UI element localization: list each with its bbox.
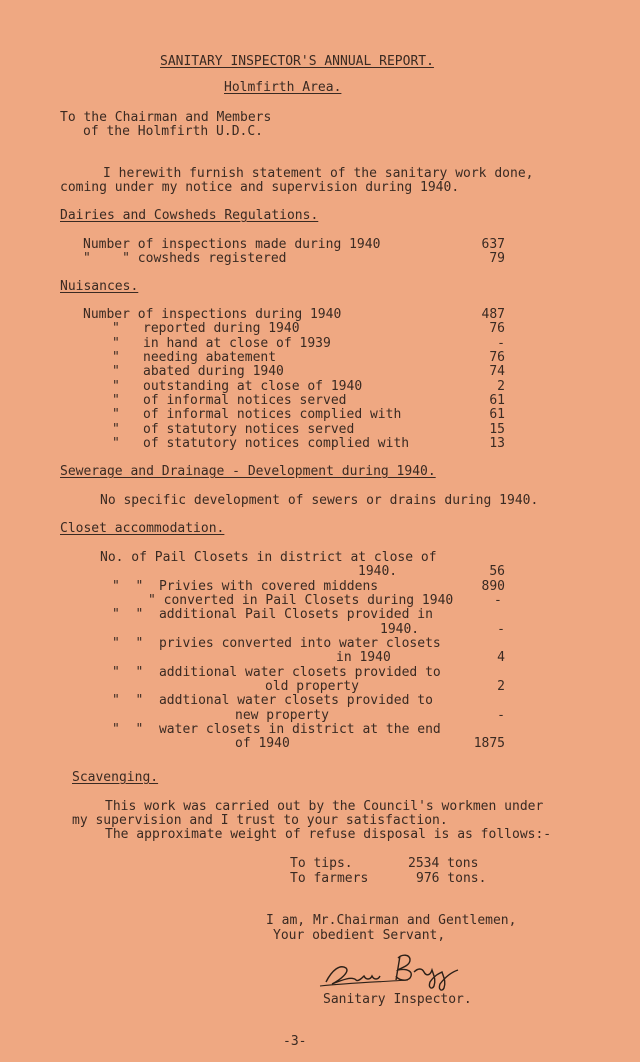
closet-line: " " privies converted into water closets xyxy=(112,636,441,651)
intro-line-1: I herewith furnish statement of the sanitary work done, xyxy=(103,166,534,181)
nuisance-label: needing abatement xyxy=(143,350,277,365)
closing-line-2: Your obedient Servant, xyxy=(273,928,446,943)
signoff-title: Sanitary Inspector. xyxy=(323,992,472,1007)
ditto-mark: " xyxy=(112,379,120,394)
dairies-label-1: Number of inspections made during 1940 xyxy=(83,237,381,252)
closet-value: 890 xyxy=(481,579,505,594)
farmers-value: 976 tons. xyxy=(416,871,487,886)
nuisance-value: 2 xyxy=(497,379,505,394)
nuisance-label: of statutory notices served xyxy=(143,422,355,437)
dairies-value-1: 637 xyxy=(481,237,505,252)
closet-line: No. of Pail Closets in district at close of xyxy=(100,550,437,565)
nuisance-value: 61 xyxy=(489,407,505,422)
closet-line: " converted in Pail Closets during 1940 xyxy=(148,593,454,608)
nuisance-label: of informal notices complied with xyxy=(143,407,402,422)
closet-value: 2 xyxy=(497,679,505,694)
nuisance-label: outstanding at close of 1940 xyxy=(143,379,363,394)
tips-value: 2534 tons xyxy=(408,856,479,871)
closet-line: " " addtional water closets provided to xyxy=(112,693,433,708)
closet-line: " " Privies with covered middens xyxy=(112,579,379,594)
ditto-mark: " xyxy=(112,436,120,451)
closet-line: of 1940 xyxy=(235,736,290,751)
ditto-mark: " xyxy=(112,321,120,336)
farmers-label: To farmers xyxy=(290,871,369,886)
nuisance-label: in hand at close of 1939 xyxy=(143,336,331,351)
scavenging-line-2: my supervision and I trust to your satisfaction. xyxy=(72,813,448,828)
nuisance-value: 13 xyxy=(489,436,505,451)
closet-value: - xyxy=(497,622,505,637)
dairies-label-2: " " cowsheds registered xyxy=(83,251,287,266)
dairies-value-2: 79 xyxy=(489,251,505,266)
ditto-mark: " xyxy=(112,336,120,351)
closet-line: 1940. xyxy=(380,622,420,637)
closet-value: 1875 xyxy=(473,736,505,751)
tips-label: To tips. xyxy=(290,856,353,871)
nuisance-value: 76 xyxy=(489,321,505,336)
nuisance-value: 15 xyxy=(489,422,505,437)
address-line-2: of the Holmfirth U.D.C. xyxy=(83,124,264,139)
nuisance-value: 61 xyxy=(489,393,505,408)
closet-line: 1940. xyxy=(358,564,398,579)
nuisances-first-label: Number of inspections during 1940 xyxy=(83,307,342,322)
ditto-mark: " xyxy=(112,364,120,379)
closet-value: - xyxy=(497,708,505,723)
area-heading: Holmfirth Area. xyxy=(224,80,342,95)
address-line-1: To the Chairman and Members xyxy=(60,110,272,125)
nuisance-value: 74 xyxy=(489,364,505,379)
closet-line: " " additional Pail Closets provided in xyxy=(112,607,433,622)
intro-line-2: coming under my notice and supervision during 1940. xyxy=(60,180,460,195)
closet-value: - xyxy=(494,593,502,608)
nuisances-heading: Nuisances. xyxy=(60,279,139,294)
sewerage-text: No specific development of sewers or drains during 1940. xyxy=(100,493,539,508)
closet-heading: Closet accommodation. xyxy=(60,521,225,536)
closet-line: new property xyxy=(235,708,329,723)
nuisance-label: reported during 1940 xyxy=(143,321,300,336)
ditto-mark: " xyxy=(112,350,120,365)
nuisance-label: abated during 1940 xyxy=(143,364,284,379)
handwritten-signature xyxy=(318,950,468,992)
scavenging-heading: Scavenging. xyxy=(72,770,159,785)
ditto-mark: " xyxy=(112,407,120,422)
nuisance-label: of statutory notices complied with xyxy=(143,436,410,451)
closet-value: 56 xyxy=(489,564,505,579)
closet-value: 4 xyxy=(497,650,505,665)
scavenging-line-1: This work was carried out by the Council's workmen under xyxy=(105,799,544,814)
report-title: SANITARY INSPECTOR'S ANNUAL REPORT. xyxy=(160,54,434,69)
nuisances-first-value: 487 xyxy=(481,307,505,322)
ditto-mark: " xyxy=(112,393,120,408)
closing-line-1: I am, Mr.Chairman and Gentlemen, xyxy=(266,913,517,928)
scavenging-line-3: The approximate weight of refuse disposal is as follows:- xyxy=(105,827,552,842)
closet-line: " " additional water closets provided to xyxy=(112,665,441,680)
ditto-mark: " xyxy=(112,422,120,437)
dairies-heading: Dairies and Cowsheds Regulations. xyxy=(60,208,319,223)
nuisance-label: of informal notices served xyxy=(143,393,347,408)
nuisance-value: 76 xyxy=(489,350,505,365)
closet-line: old property xyxy=(265,679,359,694)
closet-line: " " water closets in district at the end xyxy=(112,722,441,737)
nuisance-value: - xyxy=(497,336,505,351)
closet-line: in 1940 xyxy=(336,650,391,665)
sewerage-heading: Sewerage and Drainage - Development during 1940. xyxy=(60,464,436,479)
page-number: -3- xyxy=(283,1034,307,1049)
